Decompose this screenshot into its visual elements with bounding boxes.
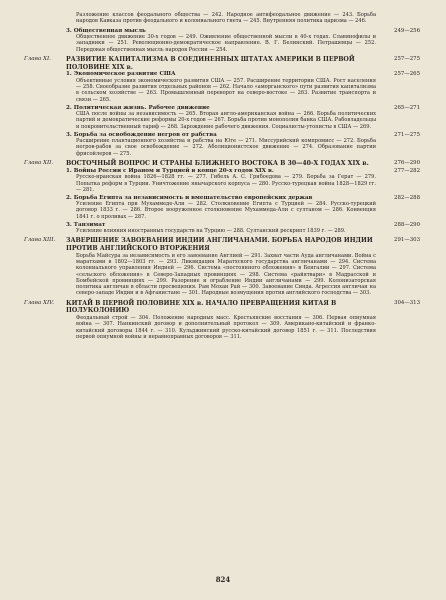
section-desc: Усиление влияния иностранных государств на Турцию — 288. Султанский рескрипт 1839 г. — 289. — [76, 228, 346, 235]
chapter-title: ВОСТОЧНЫЙ ВОПРОС И СТРАНЫ БЛИЖНЕГО ВОСТОКА В 30—40-Х ГОДАХ XIX в. — [66, 160, 369, 168]
section-pages: 249—256 — [394, 27, 420, 34]
section-heading — [66, 195, 420, 202]
section-entry — [24, 132, 420, 157]
section-pages: 277—282 — [394, 167, 420, 174]
chapter-pages: 257—275 — [394, 56, 420, 63]
section-title: 3. Танзимат — [66, 221, 106, 228]
chapter-label: Глава XI. — [24, 56, 51, 63]
chapter-title: КИТАЙ В ПЕРВОЙ ПОЛОВИНЕ XIX в. НАЧАЛО ПРЕВРАЩЕНИЯ КИТАЯ В ПОЛУКОЛОНИЮ — [66, 299, 337, 315]
section-entry — [24, 105, 420, 130]
section-title: 3. Борьба за освобождение негров от рабства — [66, 131, 217, 138]
section-title: 3. Общественная мысль — [66, 27, 146, 34]
section-title: 1. Войны России с Ираном и Турцией в конце 20-х годов XIX в. — [66, 167, 274, 174]
section-desc: Объективные условия экономического развития США — 257. Расширение территории США. Рост населения — 258. Своеобразие развития отдельных районов — 262. Начало «аморганского» пути развития капитализма в сельском хозяйстве — 263. Промышленный переворот на северо-востоке — 263. Развитие транспорта и связи — 265. — [76, 77, 376, 103]
chapter-heading — [24, 160, 420, 168]
table-of-contents — [24, 12, 420, 340]
section-desc: Расширение плантационного хозяйства и рабства на Юге — 271. Миссурийский компромисс — 272. Борьба негров-рабов за свое освобождение — 272. Аболиционистское движение — 274. Образование партии фрисойлеров — 275. — [76, 138, 376, 157]
chapter-heading — [24, 300, 420, 315]
section-entry — [24, 168, 420, 193]
section-entry — [24, 195, 420, 220]
section-entry — [24, 315, 420, 340]
page-number: 824 — [215, 575, 231, 584]
section-desc: Усиление Египта при Мухаммеде-Али — 282. Столкновение Египта с Турцией — 284. Русско-турецкий договор 1833 г. — 286. Второе вооруженное столкновение Мухаммеда-Али с султаном — 286. Конвенция 1841 г. о проливах — 287. — [76, 201, 376, 220]
section-pages: 282—288 — [394, 194, 420, 201]
section-pages: 257—265 — [394, 71, 420, 78]
section-pages: 265—271 — [394, 104, 420, 111]
chapter-desc: Борьба Майсура за независимость и его завоевание Англией — 291. Захват части Ауда англичанами. Война с маратхами в 1802—1803 гг. — 293. Ликвидация Маратхского государства англичанами — 294. Система колониального управления Индией — 296. Система «постоянного обложения» в Бенгалии — 297. Система «сельского обложения» в Северо-Западных провинциях — 298. Система «райятвари» в Мадрасской и Бомбейской провинциях — 299. Разорение и ограбление Индии англичанами — 299. Колонизаторская политика англичан в области просвещения. Рам Мохан Рай — 300. Завоевание Синда. Агрессия англичан на северо-западе Индии и в Афганистане — 301. Народные возмущения против английского господства — 303. — [76, 252, 376, 297]
chapter-pages: 304—313 — [394, 299, 420, 306]
chapter-heading — [24, 237, 420, 252]
chapter-heading — [24, 56, 420, 71]
section-heading — [66, 71, 420, 78]
chapter-label: Глава XIV. — [24, 299, 54, 306]
chapter-title: ЗАВЕРШЕНИЕ ЗАВОЕВАНИЯ ИНДИИ АНГЛИЧАНАМИ. БОРЬБА НАРОДОВ ИНДИИ ПРОТИВ АНГЛИЙСКОГО ВТОРЖЕНИЯ — [66, 237, 373, 253]
chapter-desc: Феодальный строй — 304. Положение народных масс. Крестьянские восстания — 306. Первая опиумная война — 307. Нанкинский договор и дополнительный протокол — 309. Американо-китайский и франко-китайский договоры 1844 г. — 310. Кульджинский русско-китайский договор 1851 г. — 311. Последствия первой опиумной войны и неравноправных договоров — 311. — [76, 314, 376, 340]
section-entry — [24, 222, 420, 235]
section-entry — [24, 253, 420, 297]
chapter-title: РАЗВИТИЕ КАПИТАЛИЗМА В СОЕДИНЕННЫХ ШТАТАХ АМЕРИКИ В ПЕРВОЙ ПОЛОВИНЕ XIX в. — [66, 56, 355, 71]
section-entry — [24, 28, 420, 53]
section-title: 2. Политическая жизнь. Рабочее движение — [66, 104, 210, 111]
section-pages: 288—290 — [394, 221, 420, 228]
chapter-label: Глава XIII. — [24, 237, 56, 244]
section-entry — [24, 71, 420, 103]
chapter-pages: 276—290 — [394, 160, 420, 167]
section-desc: Русско-иранская война 1826—1828 гг. — 277. Гибель А. С. Грибоедова — 279. Борьба за Герат — 279. Попытка реформ в Турции. Уничтожение янычарского корпуса — 280. Русско-турецкая война 1828—1829 гг. — 281. — [76, 174, 376, 193]
section-desc: Общественное движение 30-х годов — 249. Оживление общественной мысли в 40-х годах. Славянофилы и западники — 251. Революционно-демократическое направление. В. Г. Белинский. Петрашевцы — 252. Передовая общественная мысль народов России — 254. — [76, 34, 376, 53]
chapter-pages: 291—303 — [394, 237, 420, 244]
section-title: 1. Экономическое развитие США — [66, 71, 176, 78]
intro-text: Разложение классов феодального общества — 242. Народное антифеодальное движение — 243. Борьба народов Кавказа против феодального и колониального гнета — 245. Внутренняя политика царизма — 246. — [76, 12, 376, 25]
section-heading — [66, 222, 420, 229]
section-pages: 271—275 — [394, 131, 420, 138]
section-title: 2. Борьба Египта за независимость и вмешательство европейских держав — [66, 194, 313, 201]
chapter-label: Глава XII. — [24, 160, 54, 167]
section-desc: США после войны за независимость — 265. Вторая англо-американская война — 266. Борьба политических партий и демократические реформы 20-х годов — 267. Борьба против монополии банка США. Рабовладельцы и покровительственный тариф — 268. Зарождение рабочего движения. Социалисты-утописты в США — 269. — [76, 111, 376, 130]
